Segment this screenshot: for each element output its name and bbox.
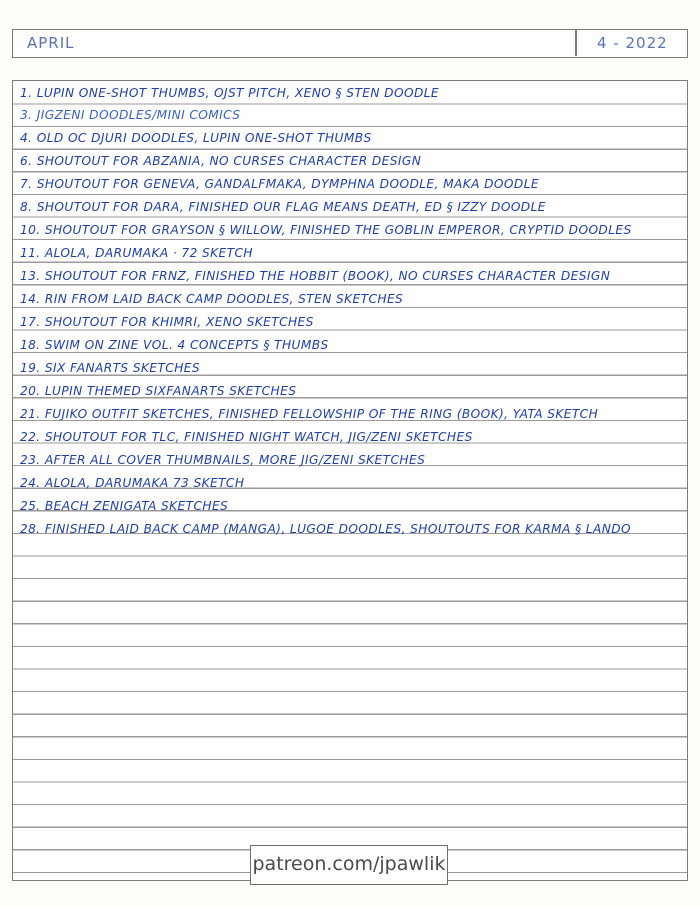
list-item: 28. FINISHED LAID BACK CAMP (MANGA), LUGOE DOODLES, SHOUTOUTS FOR KARMA § LANDO <box>20 522 632 536</box>
patreon-link[interactable]: patreon.com/jpawlik <box>250 845 448 885</box>
header-divider <box>575 30 577 56</box>
list-item: 3. JIGZENI DOODLES/MINI COMICS <box>20 108 241 122</box>
list-item: 25. BEACH ZENIGATA SKETCHES <box>20 499 229 513</box>
list-item: 23. AFTER ALL COVER THUMBNAILS, MORE JIG/ZENI SKETCHES <box>20 453 426 467</box>
list-item: 24. ALOLA, DARUMAKA 73 SKETCH <box>20 476 245 490</box>
list-item: 19. SIX FANARTS SKETCHES <box>20 361 201 375</box>
list-item: 21. FUJIKO OUTFIT SKETCHES, FINISHED FELLOWSHIP OF THE RING (BOOK), YATA SKETCH <box>20 407 599 421</box>
list-item: 4. OLD OC DJURI DOODLES, LUPIN ONE-SHOT THUMBS <box>20 131 372 145</box>
list-item: 8. SHOUTOUT FOR DARA, FINISHED OUR FLAG MEANS DEATH, ED § IZZY DOODLE <box>20 200 546 214</box>
list-item: 1. LUPIN ONE-SHOT THUMBS, OJST PITCH, XENO § STEN DOODLE <box>20 86 440 100</box>
list-item: 22. SHOUTOUT FOR TLC, FINISHED NIGHT WATCH, JIG/ZENI SKETCHES <box>20 430 473 444</box>
list-item: 7. SHOUTOUT FOR GENEVA, GANDALFMAKA, DYMPHNA DOODLE, MAKA DOODLE <box>20 177 539 191</box>
list-item: 11. ALOLA, DARUMAKA · 72 SKETCH <box>20 246 253 260</box>
header-box <box>12 29 688 58</box>
list-item: 13. SHOUTOUT FOR FRNZ, FINISHED THE HOBBIT (BOOK), NO CURSES CHARACTER DESIGN <box>20 269 611 283</box>
date-label: 4 - 2022 <box>597 34 668 52</box>
list-item: 18. SWIM ON ZINE VOL. 4 CONCEPTS § THUMBS <box>20 338 329 352</box>
month-label: APRIL <box>27 34 75 52</box>
list-item: 20. LUPIN THEMED SIXFANARTS SKETCHES <box>20 384 297 398</box>
list-item: 14. RIN FROM LAID BACK CAMP DOODLES, STEN SKETCHES <box>20 292 404 306</box>
list-item: 6. SHOUTOUT FOR ABZANIA, NO CURSES CHARACTER DESIGN <box>20 154 422 168</box>
list-item: 10. SHOUTOUT FOR GRAYSON § WILLOW, FINISHED THE GOBLIN EMPEROR, CRYPTID DOODLES <box>20 223 632 237</box>
lined-sheet <box>12 80 688 881</box>
list-item: 17. SHOUTOUT FOR KHIMRI, XENO SKETCHES <box>20 315 314 329</box>
